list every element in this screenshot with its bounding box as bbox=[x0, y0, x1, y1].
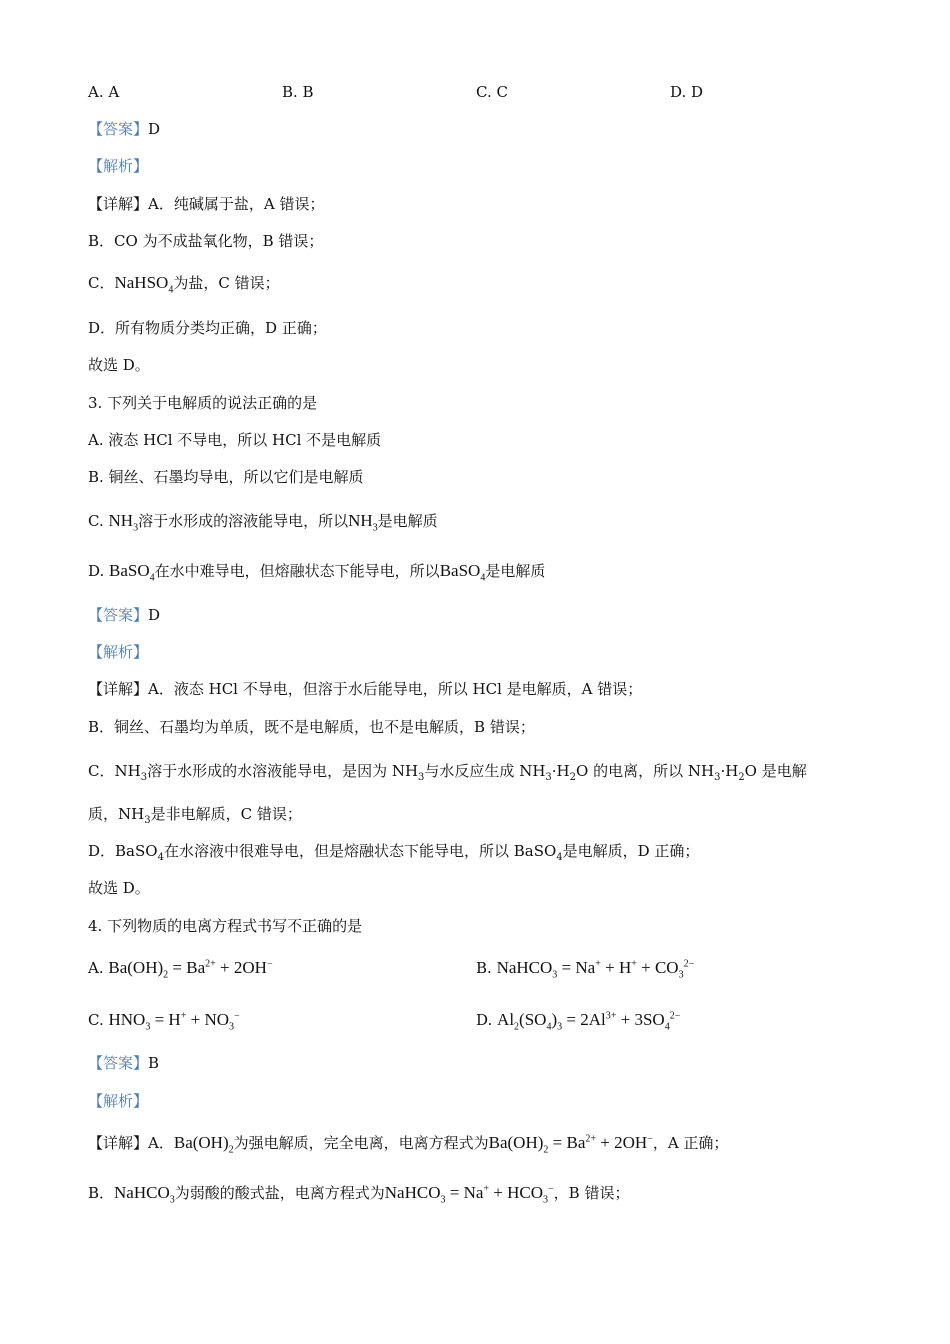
detail-text: D．BaSO bbox=[88, 842, 158, 860]
detail-text: 为弱酸的酸式盐，电离方程式为 bbox=[174, 1184, 385, 1202]
q2-option-d: D. D bbox=[670, 83, 704, 101]
q3-option-a: A. 液态 HCl 不导电，所以 HCl 不是电解质 bbox=[88, 431, 382, 449]
q2-answer bbox=[88, 119, 160, 139]
detail-tag: 【详解】 bbox=[88, 195, 149, 213]
equation-hno3: $HNO_3 = H^+ + NO_3^-$ bbox=[108, 1010, 240, 1033]
detail-text: 溶于水形成的水溶液能导电，是因为 NH bbox=[147, 762, 419, 780]
detail-text: 质，NH bbox=[88, 805, 145, 823]
q3-detail-a bbox=[88, 679, 642, 699]
q4-option-c bbox=[88, 1010, 240, 1033]
q2-detail-a bbox=[88, 194, 324, 214]
equation-al2-so4-3: $Al_2(SO_4)_3 = 2Al^{3+} + 3SO_4^{2-}$ bbox=[497, 1010, 681, 1033]
q3-detail-b: B．铜丝、石墨均为单质，既不是电解质，也不是电解质，B 错误； bbox=[88, 718, 535, 736]
q2-option-b: B. B bbox=[282, 83, 314, 101]
formula-nh3: $NH_3$ bbox=[348, 511, 378, 534]
detail-text: 在水溶液中很难导电，但是熔融状态下能导电，所以 BaSO bbox=[163, 842, 557, 860]
q4-answer bbox=[88, 1053, 159, 1073]
detail-text: 是非电解质，C 错误； bbox=[150, 805, 302, 823]
q2-option-c: C. C bbox=[476, 83, 508, 101]
detail-tag: 【详解】 bbox=[88, 680, 149, 698]
detail-text: ·H bbox=[720, 762, 739, 780]
formula-ba-oh-2: $Ba(OH)_2$ bbox=[173, 1133, 234, 1156]
q4-option-a bbox=[88, 958, 273, 981]
option-label: D. bbox=[88, 562, 105, 580]
q4-detail-a bbox=[88, 1133, 729, 1156]
detail-text: B． bbox=[88, 1184, 115, 1202]
q4-option-b bbox=[476, 958, 695, 981]
option-text: 在水中难导电，但熔融状态下能导电，所以 bbox=[154, 562, 440, 580]
detail-text: 与水反应生成 NH bbox=[424, 762, 546, 780]
equation-nahco3: NaHCO$_3$ = $Na^+ + HCO_3^-$ bbox=[384, 1183, 554, 1206]
q3-option-b: B. 铜丝、石墨均导电，所以它们是电解质 bbox=[88, 468, 364, 486]
q2-detail-b: B．CO 为不成盐氧化物，B 错误； bbox=[88, 232, 324, 250]
formula-baso4: BaSO$_4$ bbox=[439, 561, 486, 584]
detail-text: C．NH bbox=[88, 762, 141, 780]
detail-text: ·H bbox=[551, 762, 570, 780]
q2-option-a: A. A bbox=[88, 83, 120, 101]
answer-tag: 【答案】 bbox=[88, 120, 149, 138]
q2-detail-c bbox=[88, 273, 280, 296]
answer-tag: 【答案】 bbox=[88, 606, 149, 624]
q4-stem: 4. 下列物质的电离方程式书写不正确的是 bbox=[88, 917, 363, 935]
option-label: D. bbox=[476, 1011, 493, 1029]
q3-detail-c-line1: C．$NH_3$溶于水形成的水溶液能导电，是因为 $NH_3$与水反应生成 $NH_3\cdot H_2O$ 的电离，所以 $NH_3\cdot H_2O$ 是电解 bbox=[88, 762, 807, 783]
option-text: 是电解质 bbox=[485, 562, 546, 580]
q3-stem: 3. 下列关于电解质的说法正确的是 bbox=[88, 394, 318, 412]
equation-ba-oh-2: $Ba(OH)_2 = Ba^{2+} + 2OH^-$ bbox=[488, 1133, 653, 1156]
q3-detail-c-line2: 质，$NH_3$是非电解质，C 错误； bbox=[88, 805, 302, 826]
detail-text: ，A 正确； bbox=[652, 1134, 729, 1152]
option-label: A. bbox=[88, 959, 104, 977]
q3-detail-d: D．BaSO$_4$在水溶液中很难导电，但是熔融状态下能导电，所以 BaSO$_4$是电解质，D 正确； bbox=[88, 842, 700, 863]
q4-option-d bbox=[476, 1010, 681, 1033]
formula-nahso4: NaHSO$_4$ bbox=[114, 273, 174, 296]
detail-label: C． bbox=[88, 274, 115, 292]
q3-conclusion: 故选 D。 bbox=[88, 879, 150, 897]
answer-tag: 【答案】 bbox=[88, 1054, 149, 1072]
option-text: 是电解质 bbox=[377, 512, 438, 530]
formula-nahco3: NaHCO$_3$ bbox=[114, 1183, 175, 1206]
equation-nahco3: NaHCO$_3$ = $Na^+ + H^+ + CO_3^{2-}$ bbox=[496, 958, 695, 981]
formula-nh3: $NH_3$ bbox=[108, 511, 139, 534]
detail-text: O 的电离，所以 NH bbox=[576, 762, 715, 780]
q2-analysis-tag: 【解析】 bbox=[88, 157, 149, 175]
q4-analysis-tag: 【解析】 bbox=[88, 1092, 149, 1110]
detail-text: 为强电解质，完全电离，电离方程式为 bbox=[233, 1134, 489, 1152]
q3-option-c bbox=[88, 511, 438, 534]
option-text: 溶于水形成的溶液能导电，所以 bbox=[138, 512, 349, 530]
detail-text: A．纯碱属于盐，A 错误； bbox=[148, 195, 325, 213]
detail-tag: 【详解】 bbox=[88, 1134, 149, 1152]
option-label: C. bbox=[88, 512, 104, 530]
q4-detail-b bbox=[88, 1183, 630, 1206]
detail-text: A．液态 HCl 不导电，但溶于水后能导电，所以 HCl 是电解质，A 错误； bbox=[148, 680, 643, 698]
q3-option-d bbox=[88, 561, 546, 584]
equation-ba-oh-2: $Ba(OH)_2 = Ba^{2+} + 2OH^-$ bbox=[108, 958, 273, 981]
detail-text: 为盐，C 错误； bbox=[173, 274, 280, 292]
q2-conclusion: 故选 D。 bbox=[88, 356, 150, 374]
q3-answer bbox=[88, 605, 160, 625]
detail-text: O 是电解 bbox=[744, 762, 807, 780]
option-label: B. bbox=[476, 959, 492, 977]
q3-analysis-tag: 【解析】 bbox=[88, 643, 149, 661]
answer-value: D bbox=[148, 120, 161, 138]
option-label: C. bbox=[88, 1011, 104, 1029]
detail-text: ，B 错误； bbox=[553, 1184, 630, 1202]
detail-text: A． bbox=[148, 1134, 174, 1152]
answer-value: B bbox=[148, 1054, 160, 1072]
formula-baso4: BaSO$_4$ bbox=[109, 561, 155, 584]
detail-text: 是电解质，D 正确； bbox=[562, 842, 700, 860]
answer-value: D bbox=[148, 606, 161, 624]
q2-detail-d: D．所有物质分类均正确，D 正确； bbox=[88, 319, 327, 337]
